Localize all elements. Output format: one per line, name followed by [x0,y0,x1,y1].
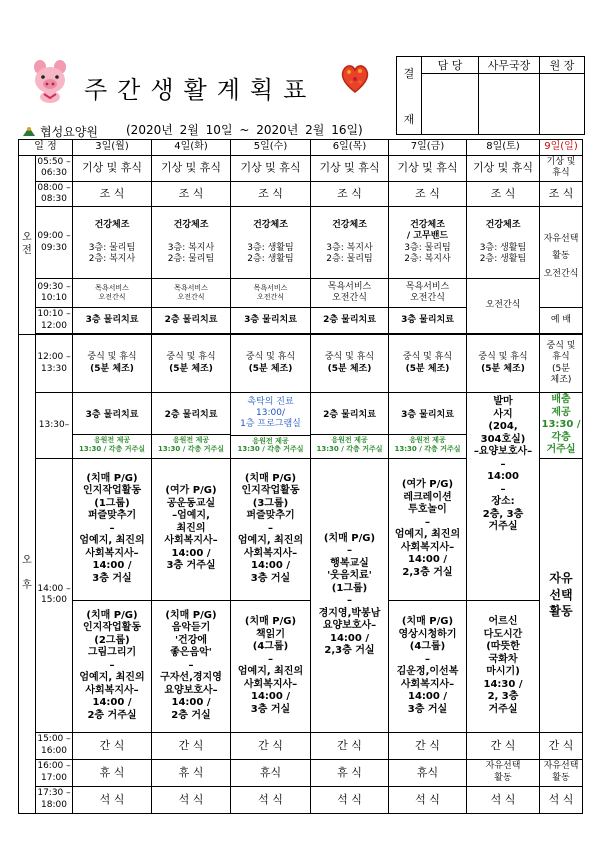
cell-am-snack: 오전간식 [467,279,540,334]
time-cell: 09:30 – 10:10 [36,279,73,308]
cell-snack: 간 식 [231,732,311,759]
time-cell: 08:00 – 08:30 [36,181,73,207]
cell-breakfast: 조 식 [311,181,389,207]
approval-role: 사무국장 [479,57,540,74]
cell-free-select: 자유선택 활동 [540,759,583,786]
cell-pt: 3층 물리치료 [73,308,152,334]
day-header-sunday: 9일(일) [540,140,583,156]
cell-wake: 기상 및 휴식 [467,155,540,181]
cell-pt-cheer: 3층 물리치료 응원전 제공 13:30 / 각층 거주실 [389,393,467,459]
cell-pt-cheer: 2층 물리치료 응원전 제공 13:30 / 각층 거주실 [152,393,231,459]
cell-bath: 목욕서비스 오전간식 [152,279,231,308]
cell-wake: 기상 및 휴식 [231,155,311,181]
cell-rest: 휴식 [231,759,311,786]
cell-snack: 간 식 [467,732,540,759]
day-header: 7일(금) [389,140,467,156]
am-label: 오 전 [19,155,36,335]
cell-bath: 목욕서비스 오전간식 [231,279,311,308]
cell-sun-free-am: 자유선택 활동 오전간식 [540,207,583,308]
cell-breakfast: 조 식 [540,181,583,207]
cell-pt-cheer: 2층 물리치료 응원전 제공 13:30 / 각층 거주실 [311,393,389,459]
cell-rest: 휴 식 [311,759,389,786]
cell-snack: 간 식 [540,732,583,759]
cell-health: 건강체조 3층: 물리팀 2층: 복지사 [73,207,152,279]
cell-program: (치매 P/G) 인지작업활동 (3그룹) 퍼즐맞추기 – 엄예지, 최진의 사회복지사– 14:00 / 3층 거실 [231,458,311,600]
cell-health: 건강체조 3층: 복지사 2층: 물리팀 [311,207,389,279]
approval-role: 담 당 [422,57,479,74]
cell-wake: 기상 및 휴식 [73,155,152,181]
time-cell: 09:00 – 09:30 [36,207,73,279]
time-cell: 14:00 – 15:00 [36,458,73,732]
cell-free-select: 자유선택 활동 [467,759,540,786]
cell-wake-sun: 기상 및 휴식 [540,155,583,181]
cell-breakfast: 조 식 [73,181,152,207]
weekly-schedule-table [18,139,583,814]
cell-snack: 간 식 [73,732,152,759]
cell-sun-cheer: 배춤 제공 13:30 / 각층 거주실 [540,393,583,459]
cell-pt-cheer: 3층 물리치료 응원전 제공 13:30 / 각층 거주실 [73,393,152,459]
cell-program: (여가 P/G) 공운동교실 –엄예지, 최진의 사회복지사– 14:00 / 3층 거주실 [152,458,231,600]
col-header-schedule: 일 정 [19,140,73,156]
heart-icon [340,62,370,96]
cell-rest: 휴식 [389,759,467,786]
cell-program: (치매 P/G) 인지작업활동 (1그룹) 퍼즐맞추기 – 엄예지, 최진의 사회복지사– 14:00 / 3층 거실 [73,458,152,600]
cell-wake: 기상 및 휴식 [152,155,231,181]
cell-dinner: 석 식 [467,786,540,813]
cell-snack: 간 식 [311,732,389,759]
cell-health: 건강체조 3층: 복지사 2층: 물리팀 [152,207,231,279]
cell-pt: 2층 물리치료 [311,308,389,334]
cell-program: (치매 P/G) 영상시청하기 (4그룹) – 김운정,이선복 사회복지사– 14:00 / 3층 거실 [389,600,467,732]
time-cell: 15:00 – 16:00 [36,732,73,759]
cell-worship: 예 배 [540,308,583,334]
cell-program: (치매 P/G) – 행복교실 '웃음치료' (1그룹) – 경지영,박봉남 요양보호사– 14:00 / 2,3층 거실 [311,458,389,732]
cell-lunch: 중식 및 휴식 (5분 체조) [152,335,231,393]
cell-bath: 목욕서비스 오전간식 [389,279,467,308]
approval-role: 원 장 [540,57,585,74]
day-header: 8일(토) [467,140,540,156]
cell-pt: 2층 물리치료 [152,308,231,334]
cell-dinner: 석 식 [311,786,389,813]
cell-lunch: 중식 및 휴식 (5분 체조) [231,335,311,393]
cell-lunch: 중식 및 휴식 (5분 체조) [73,335,152,393]
time-cell: 12:00 – 13:30 [36,335,73,393]
time-cell: 17:30 – 18:00 [36,786,73,813]
time-cell: 16:00 – 17:00 [36,759,73,786]
page-title: 주간생활계획표 [84,76,317,104]
cell-dinner: 석 식 [231,786,311,813]
schedule-period: (2020년 2월 10일 ~ 2020년 2월 16일) [126,123,363,137]
cell-bath: 목욕서비스 오전간식 [311,279,389,308]
time-cell: 13:30– [36,393,73,459]
cell-lunch: 중식 및 휴식 (5분 체조) [389,335,467,393]
day-header: 5일(수) [231,140,311,156]
cell-program: (치매 P/G) 음악듣기 '건강에 좋은음악' – 구자선,경지영 요양보호사– 14:00 / 2층 거실 [152,600,231,732]
approval-box [396,56,585,135]
cell-program: (치매 P/G) 인지작업활동 (2그룹) 그림그리기 – 엄예지, 최진의 사회복지사– 14:00 / 2층 거주실 [73,600,152,732]
cell-lunch: 중식 및 휴식 (5분 체조) [467,335,540,393]
cell-breakfast: 조 식 [152,181,231,207]
cell-health: 건강체조 3층: 생활팀 2층: 생활팀 [467,207,540,279]
cell-breakfast: 조 식 [231,181,311,207]
org-logo-icon [22,125,36,137]
day-header: 6일(목) [311,140,389,156]
cell-wake: 기상 및 휴식 [389,155,467,181]
cell-doctor-cheer: 촉탁의 진료 13:00/ 1층 프로그램실 응원전 제공 13:30 / 각층 거주실 [231,393,311,459]
cell-dinner: 석 식 [152,786,231,813]
cell-bath: 목욕서비스 오전간식 [73,279,152,308]
approval-sign-box[interactable] [422,74,479,135]
cell-lunch: 중식 및 휴식 (5분 체조) [311,335,389,393]
cell-program: 어르신 다도시간 (따뜻한 국화차 마시기) 14:30 / 2, 3층 거주실 [467,600,540,732]
cell-dinner: 석 식 [73,786,152,813]
cell-breakfast: 조 식 [467,181,540,207]
cell-dinner: 석 식 [540,786,583,813]
org-name: 협성요양원 [40,125,98,139]
cell-snack: 간 식 [389,732,467,759]
approval-sign-box[interactable] [540,74,585,135]
cell-rest: 휴 식 [73,759,152,786]
time-cell: 10:10 – 12:00 [36,308,73,334]
approval-sign-box[interactable] [479,74,540,135]
pig-icon [30,58,70,104]
cell-rest: 휴 식 [152,759,231,786]
cell-lunch-sun: 중식 및 휴식 (5분 체조) [540,335,583,393]
cell-program: (여가 P/G) 레크레이션 투호놀이 – 엄예지, 최진의 사회복지사– 14:00 / 2,3층 거실 [389,458,467,600]
cell-pt: 3층 물리치료 [231,308,311,334]
day-header: 4일(화) [152,140,231,156]
time-cell: 05:50 – 06:30 [36,155,73,181]
cell-dinner: 석 식 [389,786,467,813]
cell-sat-massage: 발마 사지 (204, 304호실) –요양보호사– – 14:00 – 장소: 2층, 3층 거주실 [467,393,540,601]
cell-breakfast: 조 식 [389,181,467,207]
cell-wake: 기상 및 휴식 [311,155,389,181]
cell-health: 건강체조 / 고무밴드 3층: 물리팀 2층: 복지사 [389,207,467,279]
day-header: 3일(월) [73,140,152,156]
cell-program: (치매 P/G) 책읽기 (4그룹) – 엄예지, 최진의 사회복지사– 14:00 / 3층 거실 [231,600,311,732]
cell-snack: 간 식 [152,732,231,759]
pm-label: 오 후 [19,335,36,814]
cell-sun-free-pm: 자유 선택 활동 [540,458,583,732]
cell-health: 건강체조 3층: 생활팀 2층: 생활팀 [231,207,311,279]
cell-pt: 3층 물리치료 [389,308,467,334]
approval-label: 결 재 [397,57,422,135]
